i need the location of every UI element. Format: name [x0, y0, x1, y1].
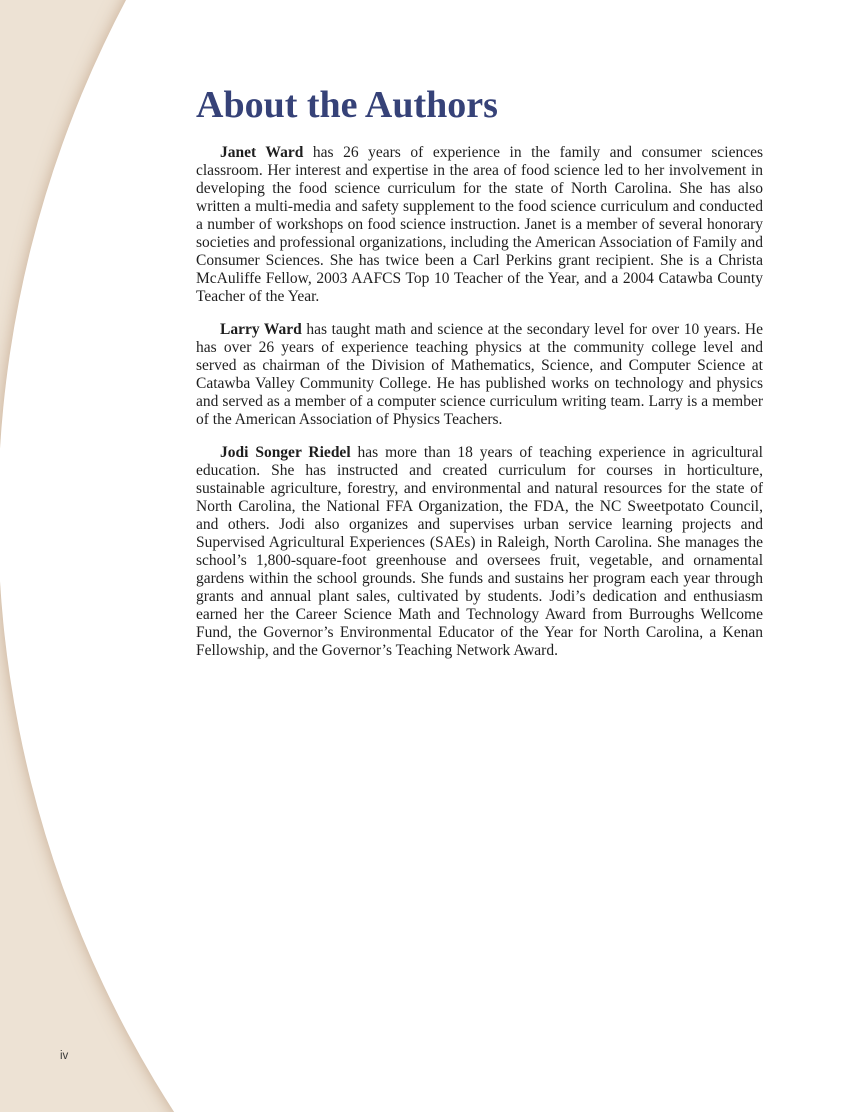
page-title: About the Authors	[196, 84, 498, 126]
author-name: Janet Ward	[220, 143, 304, 161]
author-name: Jodi Songer Riedel	[220, 443, 351, 461]
author-paragraph	[196, 444, 763, 660]
page-number: iv	[60, 1050, 69, 1062]
page-content	[196, 84, 763, 675]
author-paragraph	[196, 321, 763, 429]
author-bio-text: has more than 18 years of teaching experience in agricultural education. She has instructed and created curriculum for courses in horticulture, sustainable agriculture, forestry, and environmental and natural resources for the state of North Carolina, the National FFA Organization, the FDA, the NC Sweetpotato Council, and others. Jodi also organizes and supervises urban service learning projects and Supervised Agricultural Experiences (SAEs) in Raleigh, North Carolina. She manages the school’s 1,800-square-foot greenhouse and oversees fruit, vegetable, and ornamental gardens within the school grounds. She funds and sustains her program each year through grants and annual plant sales, cultivated by students. Jodi’s dedication and enthusiasm earned her the Career Science Math and Technology Award from Burroughs Wellcome Fund, the Governor’s Environmental Educator of the Year for North Carolina, a Kenan Fellowship, and the Governor’s Teaching Network Award.	[196, 443, 763, 659]
author-bio-text: has taught math and science at the secondary level for over 10 years. He has over 26 years of experience teaching physics at the community college level and served as chairman of the Division of Mathematics, Science, and Computer Science at Catawba Valley Community College. He has published works on technology and physics and served as a member of a computer science curriculum writing team. Larry is a member of the American Association of Physics Teachers.	[196, 320, 763, 428]
author-name: Larry Ward	[220, 320, 302, 338]
author-bio-text: has 26 years of experience in the family and consumer sciences classroom. Her interest and expertise in the area of food science led to her involvement in developing the food science curriculum for the state of North Carolina. She has also written a multi-media and safety supplement to the food science curriculum and conducted a number of workshops on food science instruction. Janet is a member of several honorary societies and professional organizations, including the American Association of Family and Consumer Sciences. She has twice been a Carl Perkins grant recipient. She is a Christa McAuliffe Fellow, 2003 AAFCS Top 10 Teacher of the Year, and a 2004 Catawba County Teacher of the Year.	[196, 143, 763, 305]
author-paragraph	[196, 144, 763, 306]
